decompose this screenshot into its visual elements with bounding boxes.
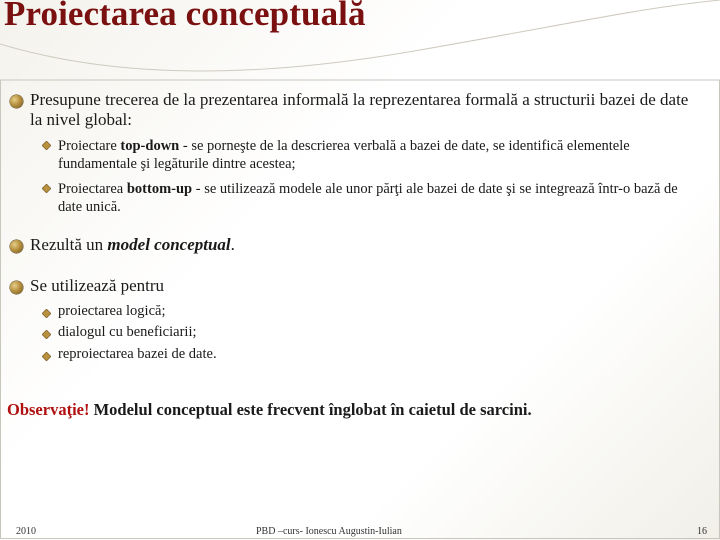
footer-author: PBD –curs- Ionescu Augustin-Iulian bbox=[256, 526, 402, 537]
bullet-2-text bbox=[30, 235, 690, 255]
bullet-1-text: Presupune trecerea de la prezentarea informală la reprezentarea formală a structurii bazei de date la nivel global: bbox=[30, 90, 689, 129]
bullet-1-sub-1 bbox=[58, 137, 703, 173]
sub-2-keyword: bottom-up bbox=[126, 181, 193, 197]
bullet-2-emphasis: model conceptual bbox=[107, 235, 231, 254]
bullet-2-prefix: Rezultă un bbox=[30, 235, 108, 254]
observation-text: Modelul conceptual este frecvent înglobat în caietul de sarcini. bbox=[89, 400, 532, 419]
footer-year: 2010 bbox=[16, 526, 36, 537]
list-item: dialogul cu beneficiarii; bbox=[58, 324, 197, 340]
page-number: 16 bbox=[697, 526, 707, 537]
gold-sphere-icon bbox=[10, 281, 23, 294]
bullet-3-text: Se utilizează pentru bbox=[30, 276, 165, 295]
diamond-icon bbox=[42, 141, 51, 150]
sub-2-prefix: Proiectarea bbox=[58, 181, 127, 197]
slide-title: Proiectarea conceptuală bbox=[4, 0, 366, 33]
sub-1-rest: - se porneşte de la descrierea verbală a bazei de date, se identifică elementele fundamentale şi legăturile dintre acestea; bbox=[58, 138, 630, 172]
diamond-icon bbox=[42, 330, 51, 339]
sub-1-keyword: top-down bbox=[120, 138, 180, 154]
diamond-icon bbox=[42, 309, 51, 318]
sub-2-rest: - se utilizează modele ale unor părţi ale bazei de date şi se integrează într-o bază de date unică. bbox=[58, 181, 678, 215]
diamond-icon bbox=[42, 184, 51, 193]
observation-label: Observaţie! bbox=[7, 400, 90, 419]
diamond-icon bbox=[42, 352, 51, 361]
gold-sphere-icon bbox=[10, 240, 23, 253]
observation-note bbox=[7, 400, 532, 420]
sub-1-prefix: Proiectare bbox=[58, 138, 121, 154]
bullet-2-suffix: . bbox=[230, 235, 235, 254]
list-item: reproiectarea bazei de date. bbox=[58, 346, 217, 362]
bullet-1-sub-2 bbox=[58, 180, 698, 216]
gold-sphere-icon bbox=[10, 95, 23, 108]
list-item: proiectarea logică; bbox=[58, 303, 166, 319]
